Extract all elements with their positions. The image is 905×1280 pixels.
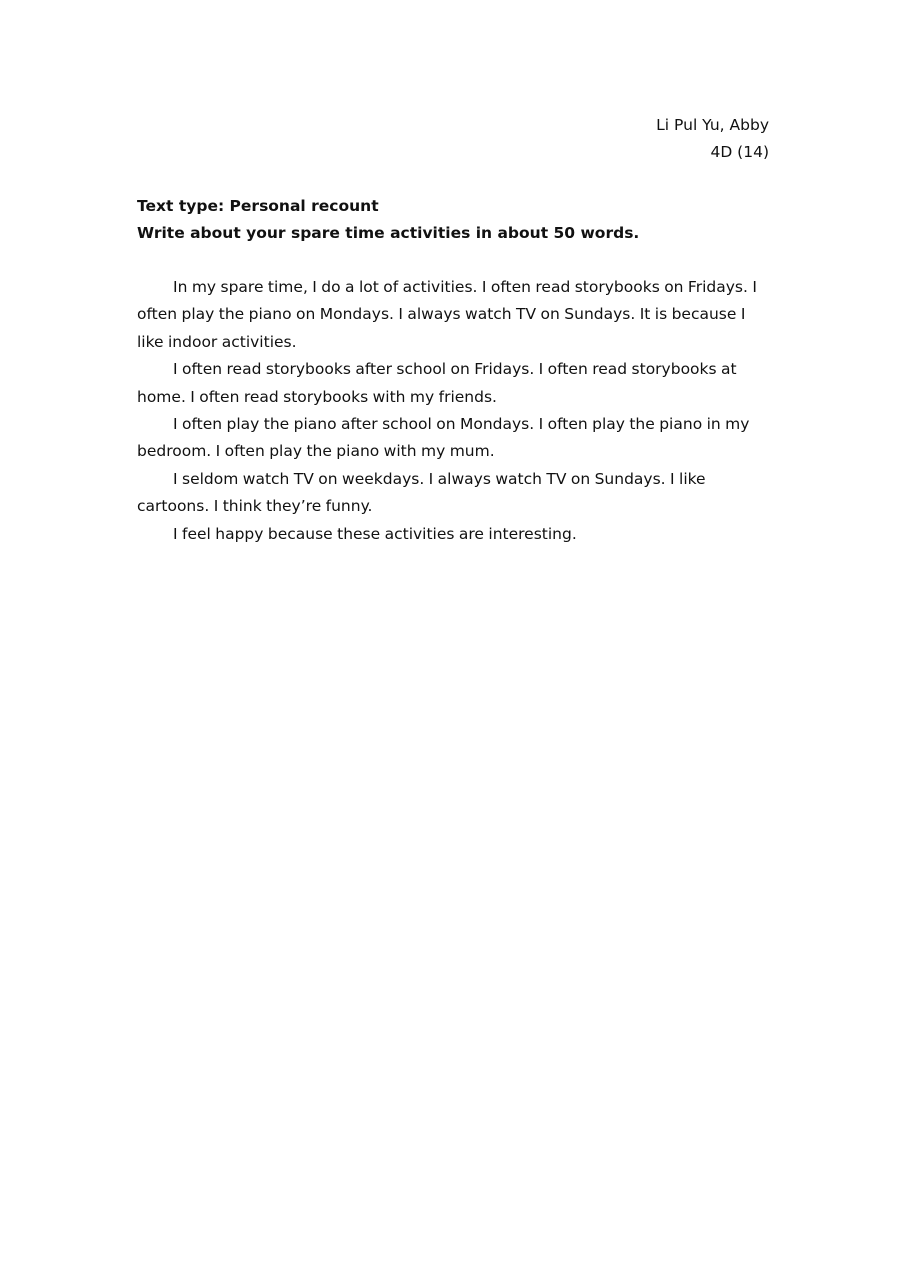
prompt-instruction: Write about your spare time activities in about 50 words. <box>137 224 640 242</box>
essay-paragraph-4: I seldom watch TV on weekdays. I always watch TV on Sundays. I like cartoons. I think they’re funny. <box>137 469 706 516</box>
essay-paragraph-2: I often read storybooks after school on Fridays. I often read storybooks at home. I often read storybooks with my friends. <box>137 360 737 406</box>
essay-paragraph-1: In my spare time, I do a lot of activities. I often read storybooks on Fridays. I often play the piano on Mondays. I always watch TV on Sundays. It is because I like indoor activities. <box>137 278 757 351</box>
writing-prompt <box>137 193 777 247</box>
student-name: Li Pul Yu, Abby <box>656 116 769 134</box>
student-info <box>656 112 769 166</box>
essay-body <box>137 274 773 548</box>
essay-paragraph-3: I often play the piano after school on Mondays. I often play the piano in my bedroom. I often play the piano with my mum. <box>137 415 750 461</box>
essay-paragraph-5: I feel happy because these activities are interesting. <box>173 524 577 543</box>
student-class: 4D (14) <box>710 143 769 161</box>
text-type-label: Text type: Personal recount <box>137 197 379 215</box>
